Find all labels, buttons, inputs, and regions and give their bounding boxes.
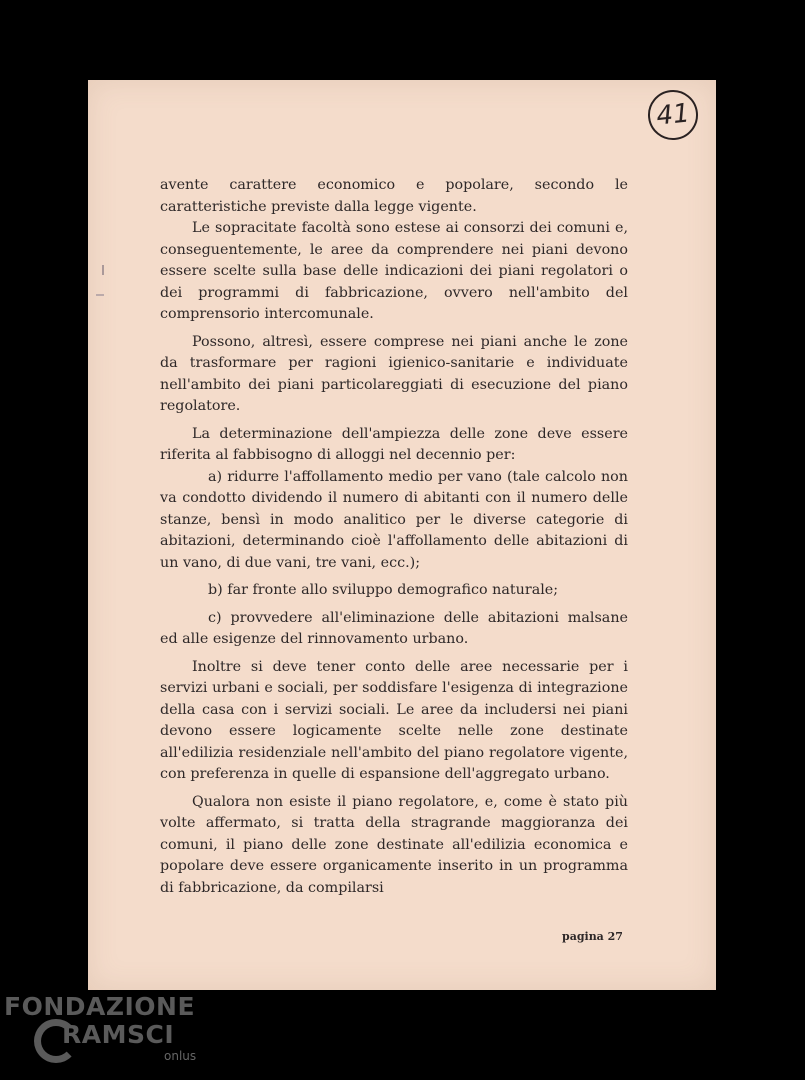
- body-text: [160, 175, 628, 905]
- paragraph: La determinazione dell'ampiezza delle zone deve essere riferita al fabbisogno di alloggi nel decennio per:: [160, 425, 628, 463]
- logo-line-2: RAMSCI: [62, 1020, 175, 1049]
- folio-number: 41: [646, 88, 701, 143]
- logo-line-1: FONDAZIONE: [4, 992, 196, 1021]
- list-item: c) provvedere all'eliminazione delle abitazioni malsane ed alle esigenze del rinnovamento urbano.: [160, 609, 628, 647]
- page-number: pagina 27: [562, 930, 623, 943]
- paragraph: Qualora non esiste il piano regolatore, e, come è stato più volte affermato, si tratta della stragrande maggioranza dei comuni, il piano delle zone destinate all'edilizia economica e popolare deve essere organicamente inserito in un programma di fabbricazione, da compilarsi: [160, 793, 628, 896]
- fondazione-gramsci-logo: [4, 992, 204, 1072]
- paragraph: Possono, altresì, essere comprese nei piani anche le zone da trasformare per ragioni igienico-sanitarie e individuate nell'ambito dei piani particolareggiati di esecuzione del piano regolatore.: [160, 333, 628, 414]
- list-item: a) ridurre l'affollamento medio per vano (tale calcolo non va condotto dividendo il numero di abitanti con il numero delle stanze, bensì in modo analitico per le diverse categorie di abitazioni, determinando cioè l'affollamento delle abitazioni di un vano, di due vani, tre vani, ecc.);: [160, 468, 628, 571]
- margin-mark: [96, 294, 104, 296]
- paragraph: Inoltre si deve tener conto delle aree necessarie per i servizi urbani e sociali, per soddisfare l'esigenza di integrazione della casa con i servizi sociali. Le aree da includersi nei piani devono essere logicamente scelte nelle zone destinate all'edilizia residenziale nell'ambito del piano regolatore vigente, con preferenza in quelle di espansione dell'aggregato urbano.: [160, 658, 628, 782]
- document-page: [88, 80, 716, 990]
- margin-mark: [102, 265, 104, 275]
- paragraph: avente carattere economico e popolare, secondo le caratteristiche previste dalla legge vigente.: [160, 177, 628, 215]
- paragraph: Le sopracitate facoltà sono estese ai consorzi dei comuni e, conseguentemente, le aree da comprendere nei piani devono essere scelte sulla base delle indicazioni dei piani regolatori o dei programmi di fabbricazione, ovvero nell'ambito del comprensorio intercomunale.: [160, 220, 628, 322]
- list-item: b) far fronte allo sviluppo demografico naturale;: [208, 582, 559, 598]
- logo-line-3: onlus: [164, 1049, 197, 1063]
